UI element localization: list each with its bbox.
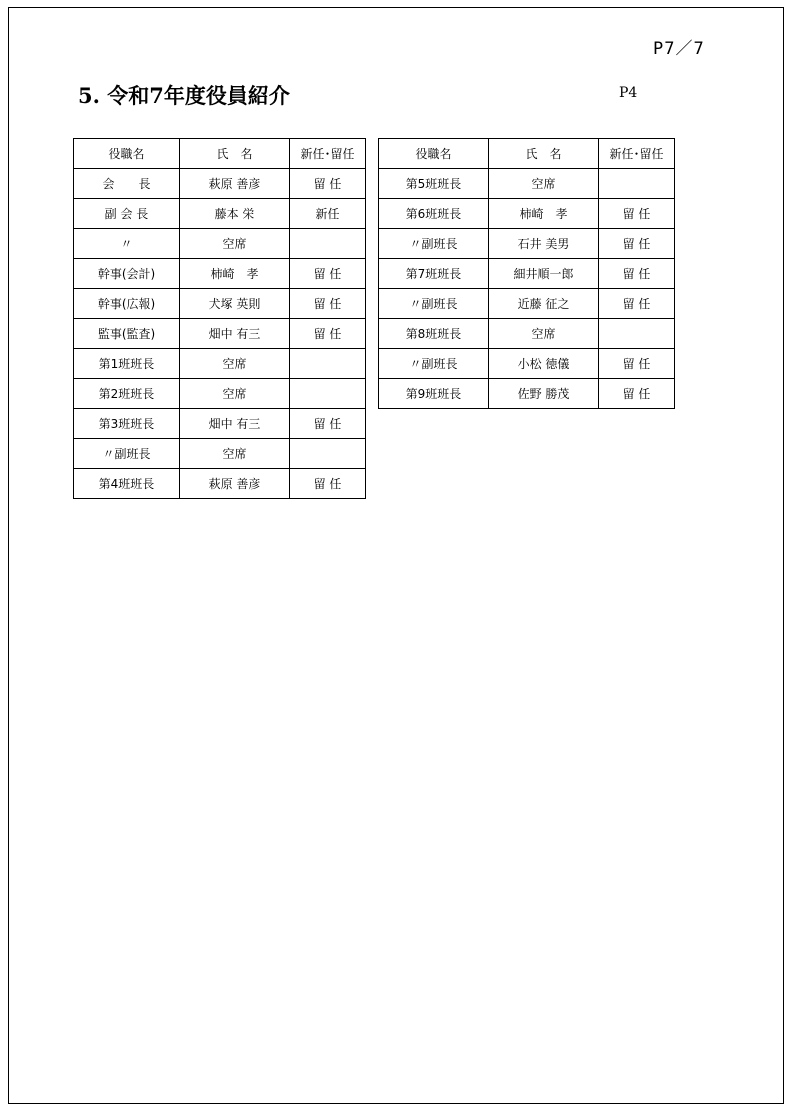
table-row	[74, 259, 366, 289]
role-cell: 幹事(会計)	[74, 259, 180, 289]
table-header-row	[74, 139, 366, 169]
status-cell: 留 任	[599, 199, 675, 229]
status-cell: 留 任	[599, 379, 675, 409]
status-cell	[290, 379, 366, 409]
column-header: 氏 名	[489, 139, 599, 169]
table-row	[74, 469, 366, 499]
name-cell: 佐野 勝茂	[489, 379, 599, 409]
status-cell	[290, 349, 366, 379]
status-cell: 留 任	[599, 349, 675, 379]
table-row	[379, 169, 675, 199]
table-row	[74, 289, 366, 319]
role-cell: 第8班班長	[379, 319, 489, 349]
column-header: 氏 名	[180, 139, 290, 169]
status-cell	[290, 439, 366, 469]
table-row	[74, 319, 366, 349]
role-cell: 〃副班長	[74, 439, 180, 469]
name-cell: 萩原 善彦	[180, 169, 290, 199]
table-row	[379, 199, 675, 229]
name-cell: 畑中 有三	[180, 409, 290, 439]
name-cell: 空席	[180, 379, 290, 409]
name-cell: 空席	[489, 169, 599, 199]
name-cell: 柿崎 孝	[489, 199, 599, 229]
status-cell: 留 任	[290, 469, 366, 499]
table-row	[74, 229, 366, 259]
role-cell: 幹事(広報)	[74, 289, 180, 319]
status-cell	[599, 319, 675, 349]
name-cell: 空席	[489, 319, 599, 349]
page-reference: P4	[619, 85, 638, 101]
table-row	[379, 259, 675, 289]
column-header: 役職名	[74, 139, 180, 169]
role-cell: 第2班班長	[74, 379, 180, 409]
status-cell: 留 任	[599, 289, 675, 319]
role-cell: 会 長	[74, 169, 180, 199]
role-cell: 第3班班長	[74, 409, 180, 439]
name-cell: 畑中 有三	[180, 319, 290, 349]
role-cell: 副 会 長	[74, 199, 180, 229]
name-cell: 犬塚 英則	[180, 289, 290, 319]
role-cell: 第6班班長	[379, 199, 489, 229]
role-cell: 〃副班長	[379, 349, 489, 379]
name-cell: 小松 徳儀	[489, 349, 599, 379]
status-cell: 留 任	[599, 259, 675, 289]
role-cell: 第5班班長	[379, 169, 489, 199]
table-row	[74, 379, 366, 409]
table-row	[74, 349, 366, 379]
status-cell: 留 任	[290, 259, 366, 289]
table-row	[379, 229, 675, 259]
name-cell: 萩原 善彦	[180, 469, 290, 499]
name-cell: 柿崎 孝	[180, 259, 290, 289]
officers-table-right	[378, 138, 675, 409]
name-cell: 空席	[180, 349, 290, 379]
column-header: 新任･留任	[290, 139, 366, 169]
role-cell: 第9班班長	[379, 379, 489, 409]
role-cell: 第4班班長	[74, 469, 180, 499]
role-cell: 〃副班長	[379, 229, 489, 259]
status-cell: 新任	[290, 199, 366, 229]
status-cell: 留 任	[290, 409, 366, 439]
status-cell: 留 任	[290, 289, 366, 319]
role-cell: 〃	[74, 229, 180, 259]
role-cell: 第7班班長	[379, 259, 489, 289]
table-row	[74, 409, 366, 439]
table-row	[74, 439, 366, 469]
table-row	[379, 379, 675, 409]
name-cell: 空席	[180, 229, 290, 259]
table-row	[74, 169, 366, 199]
status-cell	[290, 229, 366, 259]
table-row	[379, 319, 675, 349]
status-cell: 留 任	[599, 229, 675, 259]
name-cell: 藤本 栄	[180, 199, 290, 229]
table-row	[379, 289, 675, 319]
role-cell: 第1班班長	[74, 349, 180, 379]
table-row	[379, 349, 675, 379]
column-header: 新任･留任	[599, 139, 675, 169]
name-cell: 近藤 征之	[489, 289, 599, 319]
page-counter: P7／7	[653, 39, 705, 59]
column-header: 役職名	[379, 139, 489, 169]
officers-table-left	[73, 138, 366, 499]
table-row	[74, 199, 366, 229]
role-cell: 監事(監査)	[74, 319, 180, 349]
name-cell: 空席	[180, 439, 290, 469]
status-cell: 留 任	[290, 319, 366, 349]
name-cell: 石井 美男	[489, 229, 599, 259]
table-header-row	[379, 139, 675, 169]
status-cell	[599, 169, 675, 199]
role-cell: 〃副班長	[379, 289, 489, 319]
status-cell: 留 任	[290, 169, 366, 199]
page-title: 5. 令和7年度役員紹介	[78, 83, 290, 108]
name-cell: 細井順一郎	[489, 259, 599, 289]
